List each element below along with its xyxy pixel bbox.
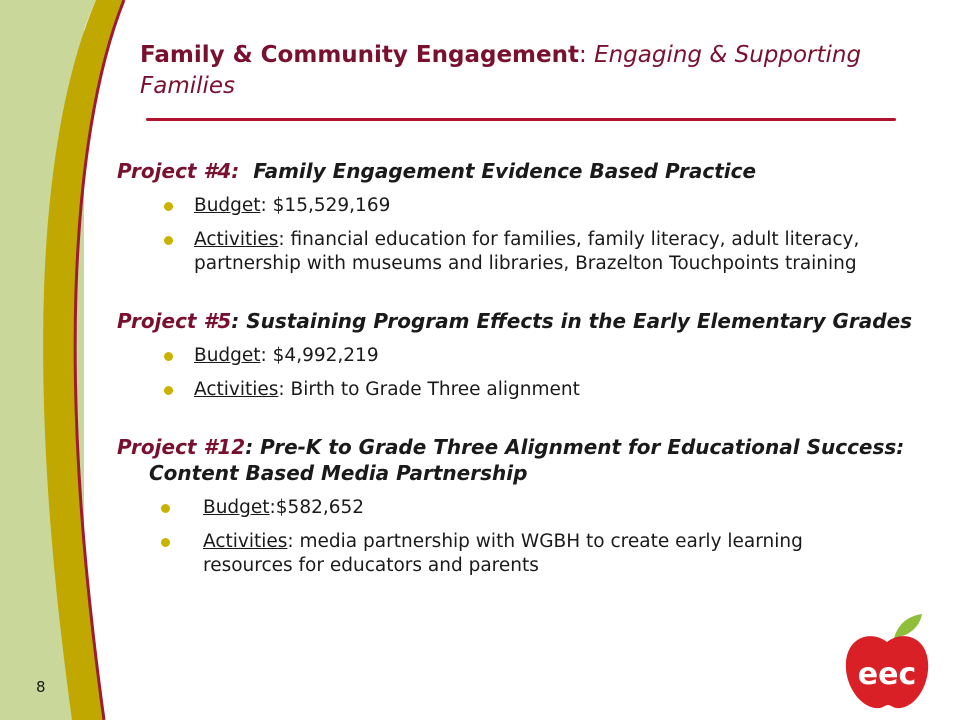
project-heading	[117, 434, 917, 486]
activities-label: Activities	[194, 229, 279, 250]
project-heading	[117, 158, 917, 184]
bullet-dot	[164, 386, 173, 395]
budget-item	[162, 344, 917, 368]
logo-text: eec	[857, 657, 917, 692]
title-bold: Family & Community Engagement	[140, 42, 579, 68]
budget-item	[159, 496, 879, 520]
bullet-dot	[164, 202, 173, 211]
project-name: : Pre-K to Grade Three Alignment for Educational Success: Content Based Media Partnership	[149, 435, 905, 485]
slide-title	[140, 40, 900, 102]
activities-item	[162, 228, 917, 276]
activities-item	[162, 378, 917, 402]
project-bullets	[162, 194, 917, 276]
slide-content	[117, 158, 917, 578]
project-name: Family Engagement Evidence Based Practice	[253, 159, 757, 183]
budget-value: : $4,992,219	[260, 345, 379, 366]
activities-item	[159, 530, 879, 578]
leaf-icon	[894, 614, 922, 638]
title-italic: Engaging & Supporting Families	[140, 42, 862, 99]
budget-item	[162, 194, 917, 218]
project-number: Project #12	[117, 435, 246, 459]
project-name: : Sustaining Program Effects in the Early Elementary Grades	[231, 309, 913, 333]
activities-label: Activities	[203, 531, 288, 552]
budget-label: Budget	[194, 195, 261, 216]
title-separator: :	[579, 42, 587, 68]
project-number: Project #4:	[117, 159, 240, 183]
budget-value: : $15,529,169	[260, 195, 391, 216]
title-underline-rule	[146, 118, 896, 121]
project-heading	[117, 308, 917, 334]
bullet-dot	[161, 538, 170, 547]
slide-number: 8	[36, 678, 46, 696]
activities-value: : Birth to Grade Three alignment	[278, 379, 580, 400]
activities-value: : media partnership with WGBH to create early learning resources for educators and parents	[203, 531, 803, 576]
project-block-4	[117, 158, 917, 276]
budget-value: :$582,652	[269, 497, 365, 518]
budget-label: Budget	[194, 345, 261, 366]
bullet-dot	[161, 504, 170, 513]
project-bullets	[159, 496, 879, 578]
bullet-dot	[164, 352, 173, 361]
project-bullets	[162, 344, 917, 402]
project-block-5	[117, 308, 917, 402]
activities-label: Activities	[194, 379, 279, 400]
bullet-dot	[164, 236, 173, 245]
project-block-12	[117, 434, 917, 578]
activities-value: : financial education for families, family literacy, adult literacy, partnership with museums and libraries, Brazelton Touchpoints training	[194, 229, 860, 274]
eec-apple-logo	[842, 612, 932, 712]
project-number: Project #5	[117, 309, 232, 333]
budget-label: Budget	[203, 497, 270, 518]
